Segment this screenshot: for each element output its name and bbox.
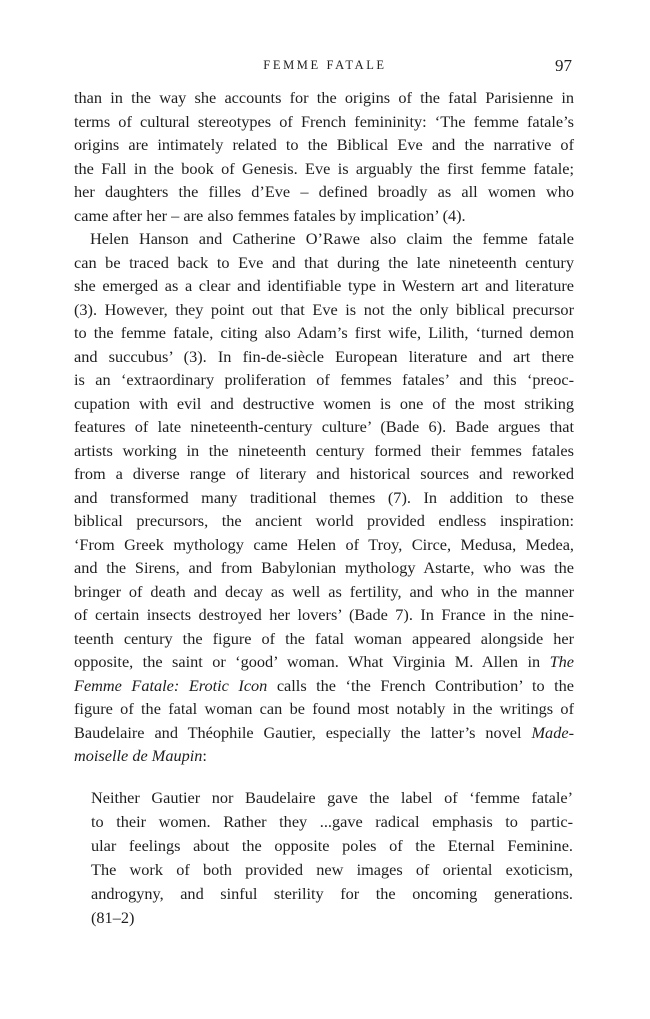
text-line: to the femme fatale, citing also Adam’s first wife, Lilith, ‘turned demon bbox=[74, 323, 574, 342]
page-number: 97 bbox=[555, 56, 572, 75]
text-line: Baudelaire and Théophile Gautier, especially the latter’s novel Made- bbox=[74, 722, 574, 742]
text-line: origins are intimately related to the Biblical Eve and the narrative of bbox=[74, 135, 574, 154]
text-line: Helen Hanson and Catherine O’Rawe also claim the femme fatale bbox=[90, 229, 574, 248]
text-line: figure of the fatal woman can be found most notably in the writings of bbox=[74, 699, 574, 718]
body-text bbox=[74, 86, 574, 768]
text-line: her daughters the filles d’Eve – defined broadly as all women who bbox=[74, 182, 574, 201]
text-line: came after her – are also femmes fatales by implication’ (4). bbox=[74, 205, 466, 225]
text-line: teenth century the figure of the fatal woman appeared alongside her bbox=[74, 628, 574, 648]
text-line: cupation with evil and destructive women is one of the most striking bbox=[74, 393, 574, 413]
text-line: ‘From Greek mythology came Helen of Troy, Circe, Medusa, Medea, bbox=[74, 534, 574, 554]
text-line: and succubus’ (3). In fin-de-siècle European literature and art there bbox=[74, 346, 574, 366]
text-line: biblical precursors, the ancient world provided endless inspiration: bbox=[74, 511, 574, 530]
text-line: artists working in the nineteenth century formed their femmes fatales bbox=[74, 440, 574, 460]
text-line: moiselle de Maupin: bbox=[74, 746, 207, 765]
text-line: and the Sirens, and from Babylonian mythology Astarte, who was the bbox=[74, 558, 574, 577]
quote-line: Neither Gautier nor Baudelaire gave the label of ‘femme fatale’ bbox=[91, 788, 573, 807]
text-line: terms of cultural stereotypes of French femininity: ‘The femme fatale’s bbox=[74, 111, 574, 131]
quote-line: ular feelings about the opposite poles of the Eternal Feminine. bbox=[91, 836, 573, 855]
text-line: than in the way she accounts for the origins of the fatal Parisienne in bbox=[74, 88, 574, 107]
running-head bbox=[0, 56, 650, 78]
text-line: features of late nineteenth-century culture’ (Bade 6). Bade argues that bbox=[74, 417, 574, 436]
text-line: she emerged as a clear and identifiable type in Western art and literature bbox=[74, 276, 574, 295]
block-quote bbox=[91, 786, 573, 930]
quote-citation: (81–2) bbox=[91, 908, 135, 927]
text-line: (3). However, they point out that Eve is not the only biblical precursor bbox=[74, 299, 574, 319]
novel-title-italic: Made- bbox=[531, 722, 574, 742]
text-line: Femme Fatale: Erotic Icon calls the ‘the French Contribution’ to the bbox=[74, 675, 574, 695]
quote-line: The work of both provided new images of oriental exoticism, bbox=[91, 860, 573, 879]
quote-line: androgyny, and sinful sterility for the oncoming generations. bbox=[91, 884, 573, 903]
book-title-italic: The bbox=[549, 652, 574, 671]
running-title: FEMME FATALE bbox=[263, 58, 387, 72]
text-line: is an ‘extraordinary proliferation of femmes fatales’ and this ‘preoc- bbox=[74, 370, 574, 389]
text-line: opposite, the saint or ‘good’ woman. What Virginia M. Allen in The bbox=[74, 652, 574, 671]
novel-title-italic: moiselle de Maupin bbox=[74, 746, 203, 765]
text-line: of certain insects destroyed her lovers’ (Bade 7). In France in the nine- bbox=[74, 605, 574, 624]
text-line: and transformed many traditional themes (7). In addition to these bbox=[74, 487, 574, 507]
text-line: can be traced back to Eve and that during the late nineteenth century bbox=[74, 252, 574, 272]
text-line: the Fall in the book of Genesis. Eve is arguably the first femme fatale; bbox=[74, 158, 574, 178]
quote-line: to their women. Rather they ...gave radical emphasis to partic- bbox=[91, 812, 573, 831]
text-line: from a diverse range of literary and historical sources and reworked bbox=[74, 464, 574, 483]
text-line: bringer of death and decay as well as fertility, and who in the manner bbox=[74, 581, 574, 601]
book-title-italic: Femme Fatale: Erotic Icon bbox=[74, 675, 268, 695]
